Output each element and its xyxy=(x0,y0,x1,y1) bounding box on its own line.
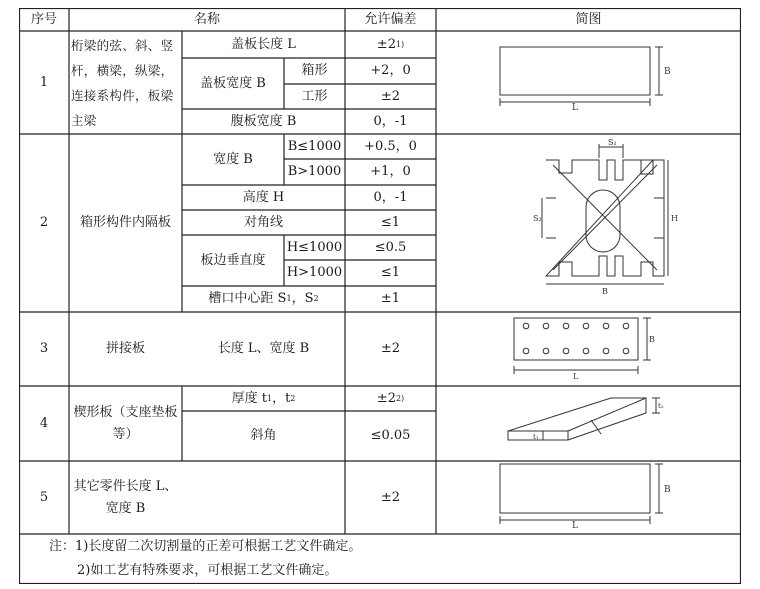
splice-item: 长度 L、宽度 B xyxy=(217,341,310,356)
height-tol: 0，-1 xyxy=(373,189,408,205)
sketch-label: t₂ xyxy=(658,402,664,410)
row-seq: 3 xyxy=(39,341,49,356)
sketch-label: H xyxy=(671,214,678,223)
h-le: H≤1000 xyxy=(286,239,343,255)
web-width: 腹板宽度 B xyxy=(230,113,297,129)
header-name: 名称 xyxy=(193,11,220,27)
bevel-item: 斜角 xyxy=(250,428,277,443)
perpendicularity-item: 板边垂直度 xyxy=(200,252,266,268)
thickness-tol: ±2 2) xyxy=(376,390,405,406)
cover-length: 盖板长度 L xyxy=(231,36,296,52)
b-gt: B>1000 xyxy=(287,164,342,179)
row-group-name: 楔形板（支座垫板等） xyxy=(73,404,178,442)
header-tolerance: 允许偏差 xyxy=(364,11,417,27)
width-item: 宽度 B xyxy=(213,151,253,167)
sketch-other-part xyxy=(500,464,663,524)
web-width-tol: 0，-1 xyxy=(373,113,408,129)
i-type-tol: ±2 xyxy=(380,88,401,104)
sketch-label: B xyxy=(649,335,655,344)
row-seq: 4 xyxy=(39,415,49,431)
sketch-label: L xyxy=(573,372,579,381)
header-sketch: 简图 xyxy=(575,11,602,27)
row-seq: 2 xyxy=(39,215,49,230)
note-1: 注：1)长度留二次切割量的正差可根据工艺文件确定。 xyxy=(49,539,362,554)
row-group-name: 拼接板 xyxy=(105,341,145,356)
b-le-tol: +0.5，0 xyxy=(364,138,417,154)
row-seq: 5 xyxy=(39,489,49,505)
sketch-label: t₁ xyxy=(533,433,539,441)
b-le: B≤1000 xyxy=(287,138,342,154)
i-type: 工形 xyxy=(301,88,328,104)
box-tol: +2，0 xyxy=(370,63,411,78)
cover-length-tol: ±2 1) xyxy=(376,36,405,52)
cover-width: 盖板宽度 B xyxy=(200,75,266,91)
sketch-label: S₁ xyxy=(608,138,617,147)
slot-distance-tol: ±1 xyxy=(380,291,401,306)
sketch-label: S₂ xyxy=(533,214,542,223)
box-type: 箱形 xyxy=(301,63,328,78)
tolerance-table xyxy=(19,8,741,584)
other-tol: ±2 xyxy=(380,489,401,505)
row-group-name: 箱形构件内隔板 xyxy=(79,215,171,230)
diagonal-item: 对角线 xyxy=(243,214,283,230)
note-2: 2)如工艺有特殊要求，可根据工艺文件确定。 xyxy=(77,563,338,578)
sketch-label: B xyxy=(664,67,671,77)
height-item: 高度 H xyxy=(242,189,285,205)
sketch-diaphragm xyxy=(542,144,668,284)
sketch-label: B xyxy=(664,485,671,495)
slot-distance-item: 槽口中心距 S 1 ，S 2 xyxy=(208,291,319,306)
bevel-tol: ≤0.05 xyxy=(370,428,411,443)
row-group-name: 桁梁的弦、斜、竖杆，横梁，纵梁，连接系构件，板梁主梁 xyxy=(71,37,174,128)
splice-tol: ±2 xyxy=(380,341,401,356)
h-gt: H>1000 xyxy=(286,265,343,280)
b-gt-tol: +1，0 xyxy=(370,164,411,179)
diagonal-tol: ≤1 xyxy=(380,214,401,230)
sketch-label: L xyxy=(572,103,578,113)
thickness-item: 厚度 t 1 ，t 2 xyxy=(231,390,296,406)
h-gt-tol: ≤1 xyxy=(380,265,401,280)
sketch-splice-plate xyxy=(514,318,651,374)
sketch-cover-plate xyxy=(500,47,663,106)
header-seq: 序号 xyxy=(30,11,57,27)
sketch-label: B xyxy=(602,287,608,296)
sketch-wedge-plate xyxy=(508,398,660,440)
row-seq: 1 xyxy=(39,74,49,90)
sketch-label: L xyxy=(572,521,578,531)
h-le-tol: ≤0.5 xyxy=(374,239,407,255)
row-group-name: 其它零件长度 L、宽度 B xyxy=(73,478,178,516)
